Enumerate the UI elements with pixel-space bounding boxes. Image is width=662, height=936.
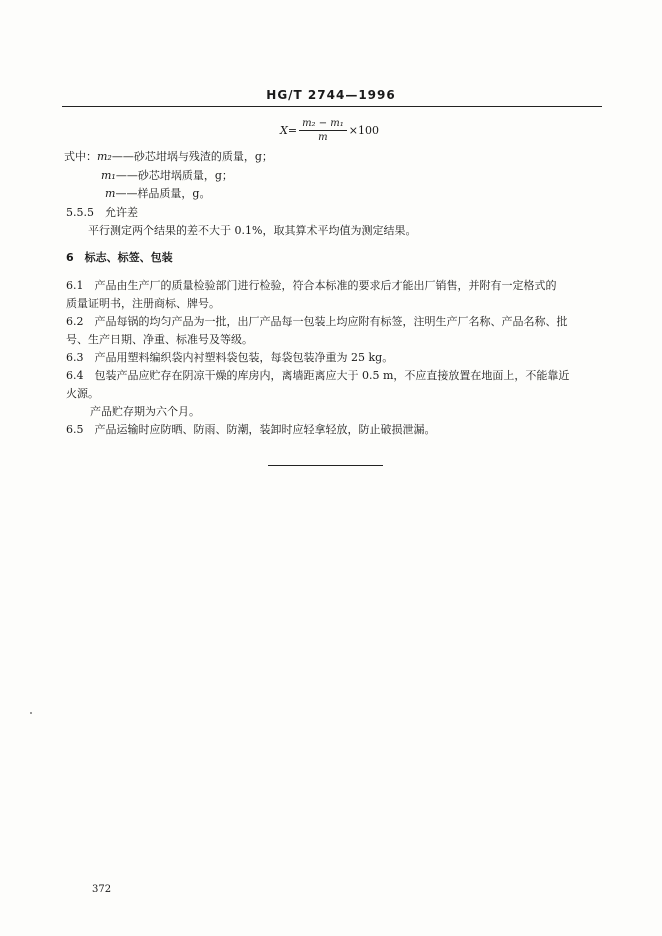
legend-line-2 xyxy=(101,169,233,183)
scan-speck xyxy=(30,712,32,714)
legend-symbol: m₁ xyxy=(101,169,116,182)
standard-code-header: HG/T 2744—1996 xyxy=(266,88,396,102)
page-number: 372 xyxy=(92,884,112,895)
section-6-5: 6.5 产品运输时应防晒、防雨、防潮，装卸时应轻拿轻放，防止破损泄漏。 xyxy=(66,423,436,436)
section-5-5-5-title: 5.5.5 允许差 xyxy=(66,206,138,219)
legend-prefix: 式中： xyxy=(64,150,97,163)
section-5-5-5-body: 平行测定两个结果的差不大于 0.1%，取其算术平均值为测定结果。 xyxy=(88,224,417,237)
legend-text: ——砂芯坩埚与残渣的质量，g； xyxy=(111,150,273,163)
end-of-text-rule xyxy=(268,465,383,466)
section-6-heading: 6 标志、标签、包装 xyxy=(66,251,173,264)
formula-multiplier: ×100 xyxy=(348,124,379,137)
legend-symbol: m₂ xyxy=(97,150,112,163)
section-6-4-line-1: 6.4 包装产品应贮存在阴凉干燥的库房内，离墙距离应大于 0.5 m，不应直接放置在地面上，不能靠近 xyxy=(66,369,570,382)
section-6-4-line-3: 产品贮存期为六个月。 xyxy=(90,405,200,418)
section-6-3: 6.3 产品用塑料编织袋内衬塑料袋包装，每袋包装净重为 25 kg。 xyxy=(66,351,394,364)
legend-line-3 xyxy=(105,187,210,201)
section-6-2-line-2: 号、生产日期、净重、标准号及等级。 xyxy=(66,333,253,346)
section-6-1-line-2: 质量证明书，注册商标、牌号。 xyxy=(66,297,220,310)
legend-text: ——样品质量，g。 xyxy=(115,187,211,200)
formula-fraction xyxy=(299,118,347,143)
formula-lhs: X= xyxy=(280,124,298,137)
section-6-4-line-2: 火源。 xyxy=(66,387,99,400)
section-6-2-line-1: 6.2 产品每锅的均匀产品为一批，出厂产品每一包装上均应附有标签，注明生产厂名称、产品名称、批 xyxy=(66,315,568,328)
legend-symbol: m xyxy=(105,187,116,200)
legend-line-1 xyxy=(64,150,273,164)
header-divider xyxy=(62,106,602,107)
legend-text: ——砂芯坩埚质量，g； xyxy=(115,169,233,182)
formula-numerator: m₂ − m₁ xyxy=(299,118,347,131)
calculation-formula xyxy=(280,118,379,143)
section-6-1-line-1: 6.1 产品由生产厂的质量检验部门进行检验，符合本标准的要求后才能出厂销售，并附有一定格式的 xyxy=(66,279,557,292)
formula-denominator: m xyxy=(318,132,328,143)
